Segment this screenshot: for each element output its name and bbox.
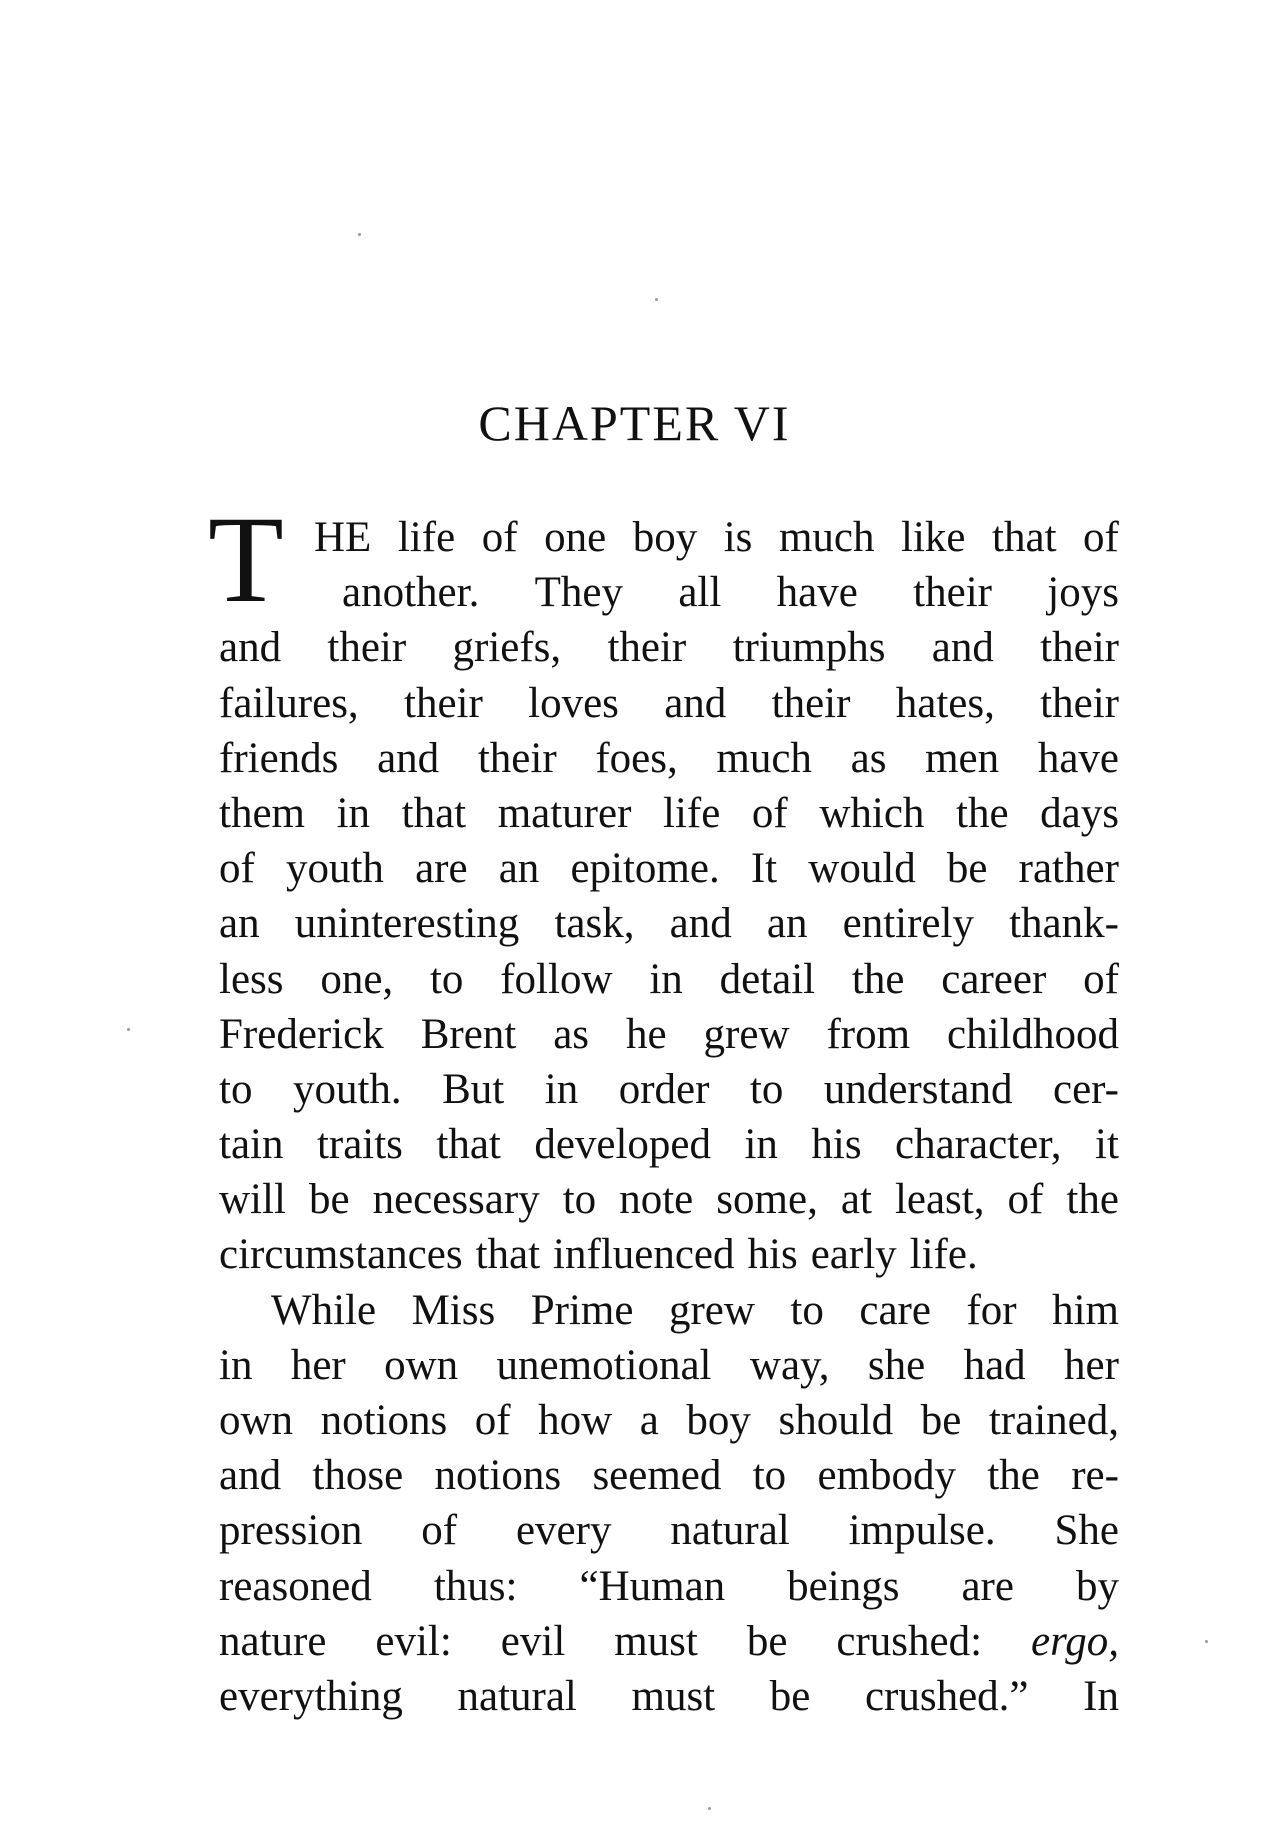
word: nature xyxy=(219,1617,327,1665)
word: triumphs xyxy=(732,624,886,672)
text-line xyxy=(342,565,1119,620)
word: life xyxy=(397,514,456,561)
word: days xyxy=(1040,789,1119,837)
paper-speck xyxy=(1205,1640,1208,1643)
word: cer- xyxy=(1053,1065,1119,1113)
body-text xyxy=(219,510,1119,1724)
word: least, xyxy=(894,1176,985,1224)
word: epitome. xyxy=(570,845,720,893)
word: her xyxy=(1064,1341,1119,1389)
paragraph xyxy=(219,1283,1119,1725)
word: Brent xyxy=(420,1010,517,1058)
word: ergo, xyxy=(1030,1617,1119,1665)
word: must xyxy=(631,1672,716,1720)
word: their xyxy=(1040,624,1119,672)
word: maturer xyxy=(497,789,632,837)
text-line xyxy=(219,1559,1119,1614)
word: youth. xyxy=(292,1065,402,1113)
word: detail xyxy=(719,955,816,1003)
word: one, xyxy=(320,955,394,1003)
text-line xyxy=(219,786,1119,841)
word: from xyxy=(826,1010,911,1058)
word: foes, xyxy=(595,734,678,782)
word: Miss xyxy=(411,1286,496,1334)
word: at xyxy=(840,1176,872,1224)
word: to xyxy=(219,1065,253,1113)
word: their xyxy=(771,679,851,727)
word: she xyxy=(867,1341,926,1389)
word: and xyxy=(219,1452,282,1500)
word: a xyxy=(639,1397,659,1444)
word: them xyxy=(219,789,305,837)
word: life xyxy=(663,789,721,837)
word: notions xyxy=(434,1452,562,1500)
word: their xyxy=(327,624,407,672)
word: in xyxy=(219,1341,253,1389)
word: be xyxy=(769,1672,811,1720)
word: an xyxy=(498,845,540,893)
word: But xyxy=(442,1065,505,1113)
word: and xyxy=(219,624,282,672)
text-line xyxy=(219,1393,1119,1448)
word: less xyxy=(219,955,284,1003)
text-line xyxy=(219,731,1119,786)
word: way, xyxy=(749,1341,830,1389)
word: life. xyxy=(909,1231,978,1279)
word: care xyxy=(859,1286,931,1334)
word: natural xyxy=(457,1672,577,1720)
word: childhood xyxy=(947,1010,1119,1058)
word: character, xyxy=(895,1121,1062,1169)
word: have xyxy=(1037,734,1119,782)
word: early xyxy=(810,1231,897,1279)
word: as xyxy=(850,734,887,782)
word: should xyxy=(778,1397,894,1444)
word: of xyxy=(1083,514,1119,561)
word: failures, xyxy=(219,679,359,727)
word: order xyxy=(618,1065,710,1113)
text-line xyxy=(219,1062,1119,1117)
word: impulse. xyxy=(848,1507,996,1555)
word: in xyxy=(744,1121,778,1169)
word: his xyxy=(811,1121,862,1169)
word: men xyxy=(925,734,1000,782)
word: “Human xyxy=(579,1562,726,1610)
word: She xyxy=(1054,1507,1119,1555)
paper-speck xyxy=(655,298,658,301)
word: note xyxy=(619,1176,694,1224)
word: be xyxy=(920,1397,962,1444)
text-line xyxy=(219,620,1119,675)
word: an xyxy=(766,900,808,948)
word: entirely xyxy=(842,900,974,948)
word: beings xyxy=(787,1562,900,1610)
text-line xyxy=(271,1283,1119,1338)
word: natural xyxy=(670,1507,790,1555)
word: one xyxy=(544,514,607,561)
word: their xyxy=(404,679,483,727)
word: grew xyxy=(703,1010,790,1058)
word: their xyxy=(477,734,557,782)
word: how xyxy=(538,1397,613,1444)
word: necessary xyxy=(372,1176,540,1224)
word: in xyxy=(336,789,371,837)
word: of xyxy=(1083,955,1119,1003)
word: in xyxy=(544,1065,579,1113)
word: to xyxy=(562,1176,597,1224)
word: that xyxy=(436,1121,501,1169)
word: influenced xyxy=(553,1231,735,1279)
word: pression xyxy=(219,1507,363,1555)
word: that xyxy=(401,789,467,837)
text-line xyxy=(219,1227,1119,1282)
word: tain xyxy=(219,1121,284,1169)
word: an xyxy=(219,900,260,948)
paper-speck xyxy=(358,233,361,236)
paragraph xyxy=(219,510,1119,1283)
word: and xyxy=(664,679,727,727)
word: which xyxy=(819,789,925,837)
word: as xyxy=(553,1010,590,1058)
word: seemed xyxy=(592,1452,722,1500)
word: will xyxy=(219,1176,286,1224)
word: to xyxy=(429,955,464,1003)
paper-speck xyxy=(708,1807,711,1810)
word: everything xyxy=(219,1672,403,1720)
word: the xyxy=(956,789,1009,837)
word: be xyxy=(308,1176,350,1224)
drop-cap: T xyxy=(208,491,284,628)
word: traits xyxy=(316,1121,403,1169)
word: have xyxy=(776,569,858,617)
chapter-heading: CHAPTER VI xyxy=(478,395,791,451)
word: Prime xyxy=(530,1286,634,1334)
word: by xyxy=(1075,1562,1119,1610)
word: much xyxy=(716,734,812,782)
word: some, xyxy=(716,1176,818,1224)
word: youth xyxy=(285,845,384,893)
text-line xyxy=(219,1172,1119,1227)
word: and xyxy=(931,624,994,672)
word: and xyxy=(669,900,732,948)
word: he xyxy=(626,1010,667,1058)
word: understand xyxy=(823,1065,1013,1113)
word: to xyxy=(752,1452,787,1500)
text-line xyxy=(314,510,1119,565)
word: her xyxy=(290,1341,346,1389)
word: rather xyxy=(1018,845,1119,893)
word: crushed: xyxy=(836,1617,983,1665)
text-line xyxy=(219,896,1119,951)
text-line xyxy=(219,1448,1119,1503)
word: their xyxy=(913,569,992,617)
word: friends xyxy=(219,734,339,782)
word: must xyxy=(614,1617,698,1665)
word: re- xyxy=(1071,1452,1119,1500)
text-line xyxy=(219,1503,1119,1558)
word: hates, xyxy=(895,679,995,727)
word: follow xyxy=(500,955,613,1003)
word: boy xyxy=(686,1397,751,1444)
text-line xyxy=(219,676,1119,731)
word: their xyxy=(1040,679,1119,727)
word: embody xyxy=(817,1452,957,1500)
word: of xyxy=(219,845,255,893)
word: had xyxy=(963,1341,1026,1389)
word: of xyxy=(421,1507,458,1555)
word: crushed.” xyxy=(864,1672,1029,1720)
word: task, xyxy=(554,900,635,948)
word: the xyxy=(851,955,905,1003)
word: be xyxy=(946,845,988,893)
word: that xyxy=(475,1231,541,1279)
word: loves xyxy=(528,679,619,727)
word: is xyxy=(723,514,753,561)
word: the xyxy=(1066,1176,1119,1224)
word: It xyxy=(750,845,778,893)
word: are xyxy=(961,1562,1014,1610)
text-line xyxy=(219,1007,1119,1062)
word: to xyxy=(749,1065,784,1113)
word: uninteresting xyxy=(294,900,520,948)
word: griefs, xyxy=(452,624,562,672)
word: While xyxy=(271,1286,377,1334)
word: own xyxy=(384,1341,459,1389)
word: are xyxy=(415,845,468,893)
word: of xyxy=(751,789,788,837)
word: another. xyxy=(342,569,480,617)
word: unemotional xyxy=(496,1341,712,1389)
word: every xyxy=(515,1507,612,1555)
word: like xyxy=(901,514,966,561)
text-line xyxy=(219,1669,1119,1724)
word: evil: xyxy=(375,1617,452,1665)
word: would xyxy=(808,845,916,893)
word: They xyxy=(534,569,624,617)
word: HE xyxy=(314,514,372,561)
word: of xyxy=(474,1397,511,1444)
word: his xyxy=(747,1231,798,1279)
word: of xyxy=(1007,1176,1044,1224)
word: circumstances xyxy=(219,1231,463,1279)
text-line xyxy=(219,1614,1119,1669)
word: boy xyxy=(632,514,698,561)
word: reasoned xyxy=(219,1562,372,1610)
word: Frederick xyxy=(219,1010,384,1058)
text-line xyxy=(219,1338,1119,1393)
word: in xyxy=(649,955,683,1003)
word: all xyxy=(678,569,722,617)
word: it xyxy=(1095,1121,1119,1169)
word: grew xyxy=(668,1286,755,1334)
word: to xyxy=(790,1286,824,1334)
word: own xyxy=(219,1397,294,1444)
word: that xyxy=(992,514,1057,561)
word: of xyxy=(481,514,518,561)
paper-speck xyxy=(127,1028,130,1031)
word: and xyxy=(377,734,440,782)
word: much xyxy=(778,514,875,561)
word: developed xyxy=(534,1121,712,1169)
word: In xyxy=(1083,1672,1119,1720)
word: for xyxy=(966,1286,1017,1334)
text-line xyxy=(219,1117,1119,1172)
word: thus: xyxy=(433,1562,518,1610)
word: notions xyxy=(320,1397,448,1444)
word: career xyxy=(941,955,1047,1003)
word: joys xyxy=(1047,569,1119,617)
word: thank- xyxy=(1009,900,1119,948)
text-line xyxy=(219,841,1119,896)
word: their xyxy=(607,624,687,672)
word: be xyxy=(746,1617,788,1665)
word: those xyxy=(312,1452,404,1500)
word: evil xyxy=(500,1617,566,1665)
word: him xyxy=(1052,1286,1119,1334)
word: the xyxy=(987,1452,1040,1500)
word: trained, xyxy=(988,1397,1119,1444)
text-line xyxy=(219,952,1119,1007)
